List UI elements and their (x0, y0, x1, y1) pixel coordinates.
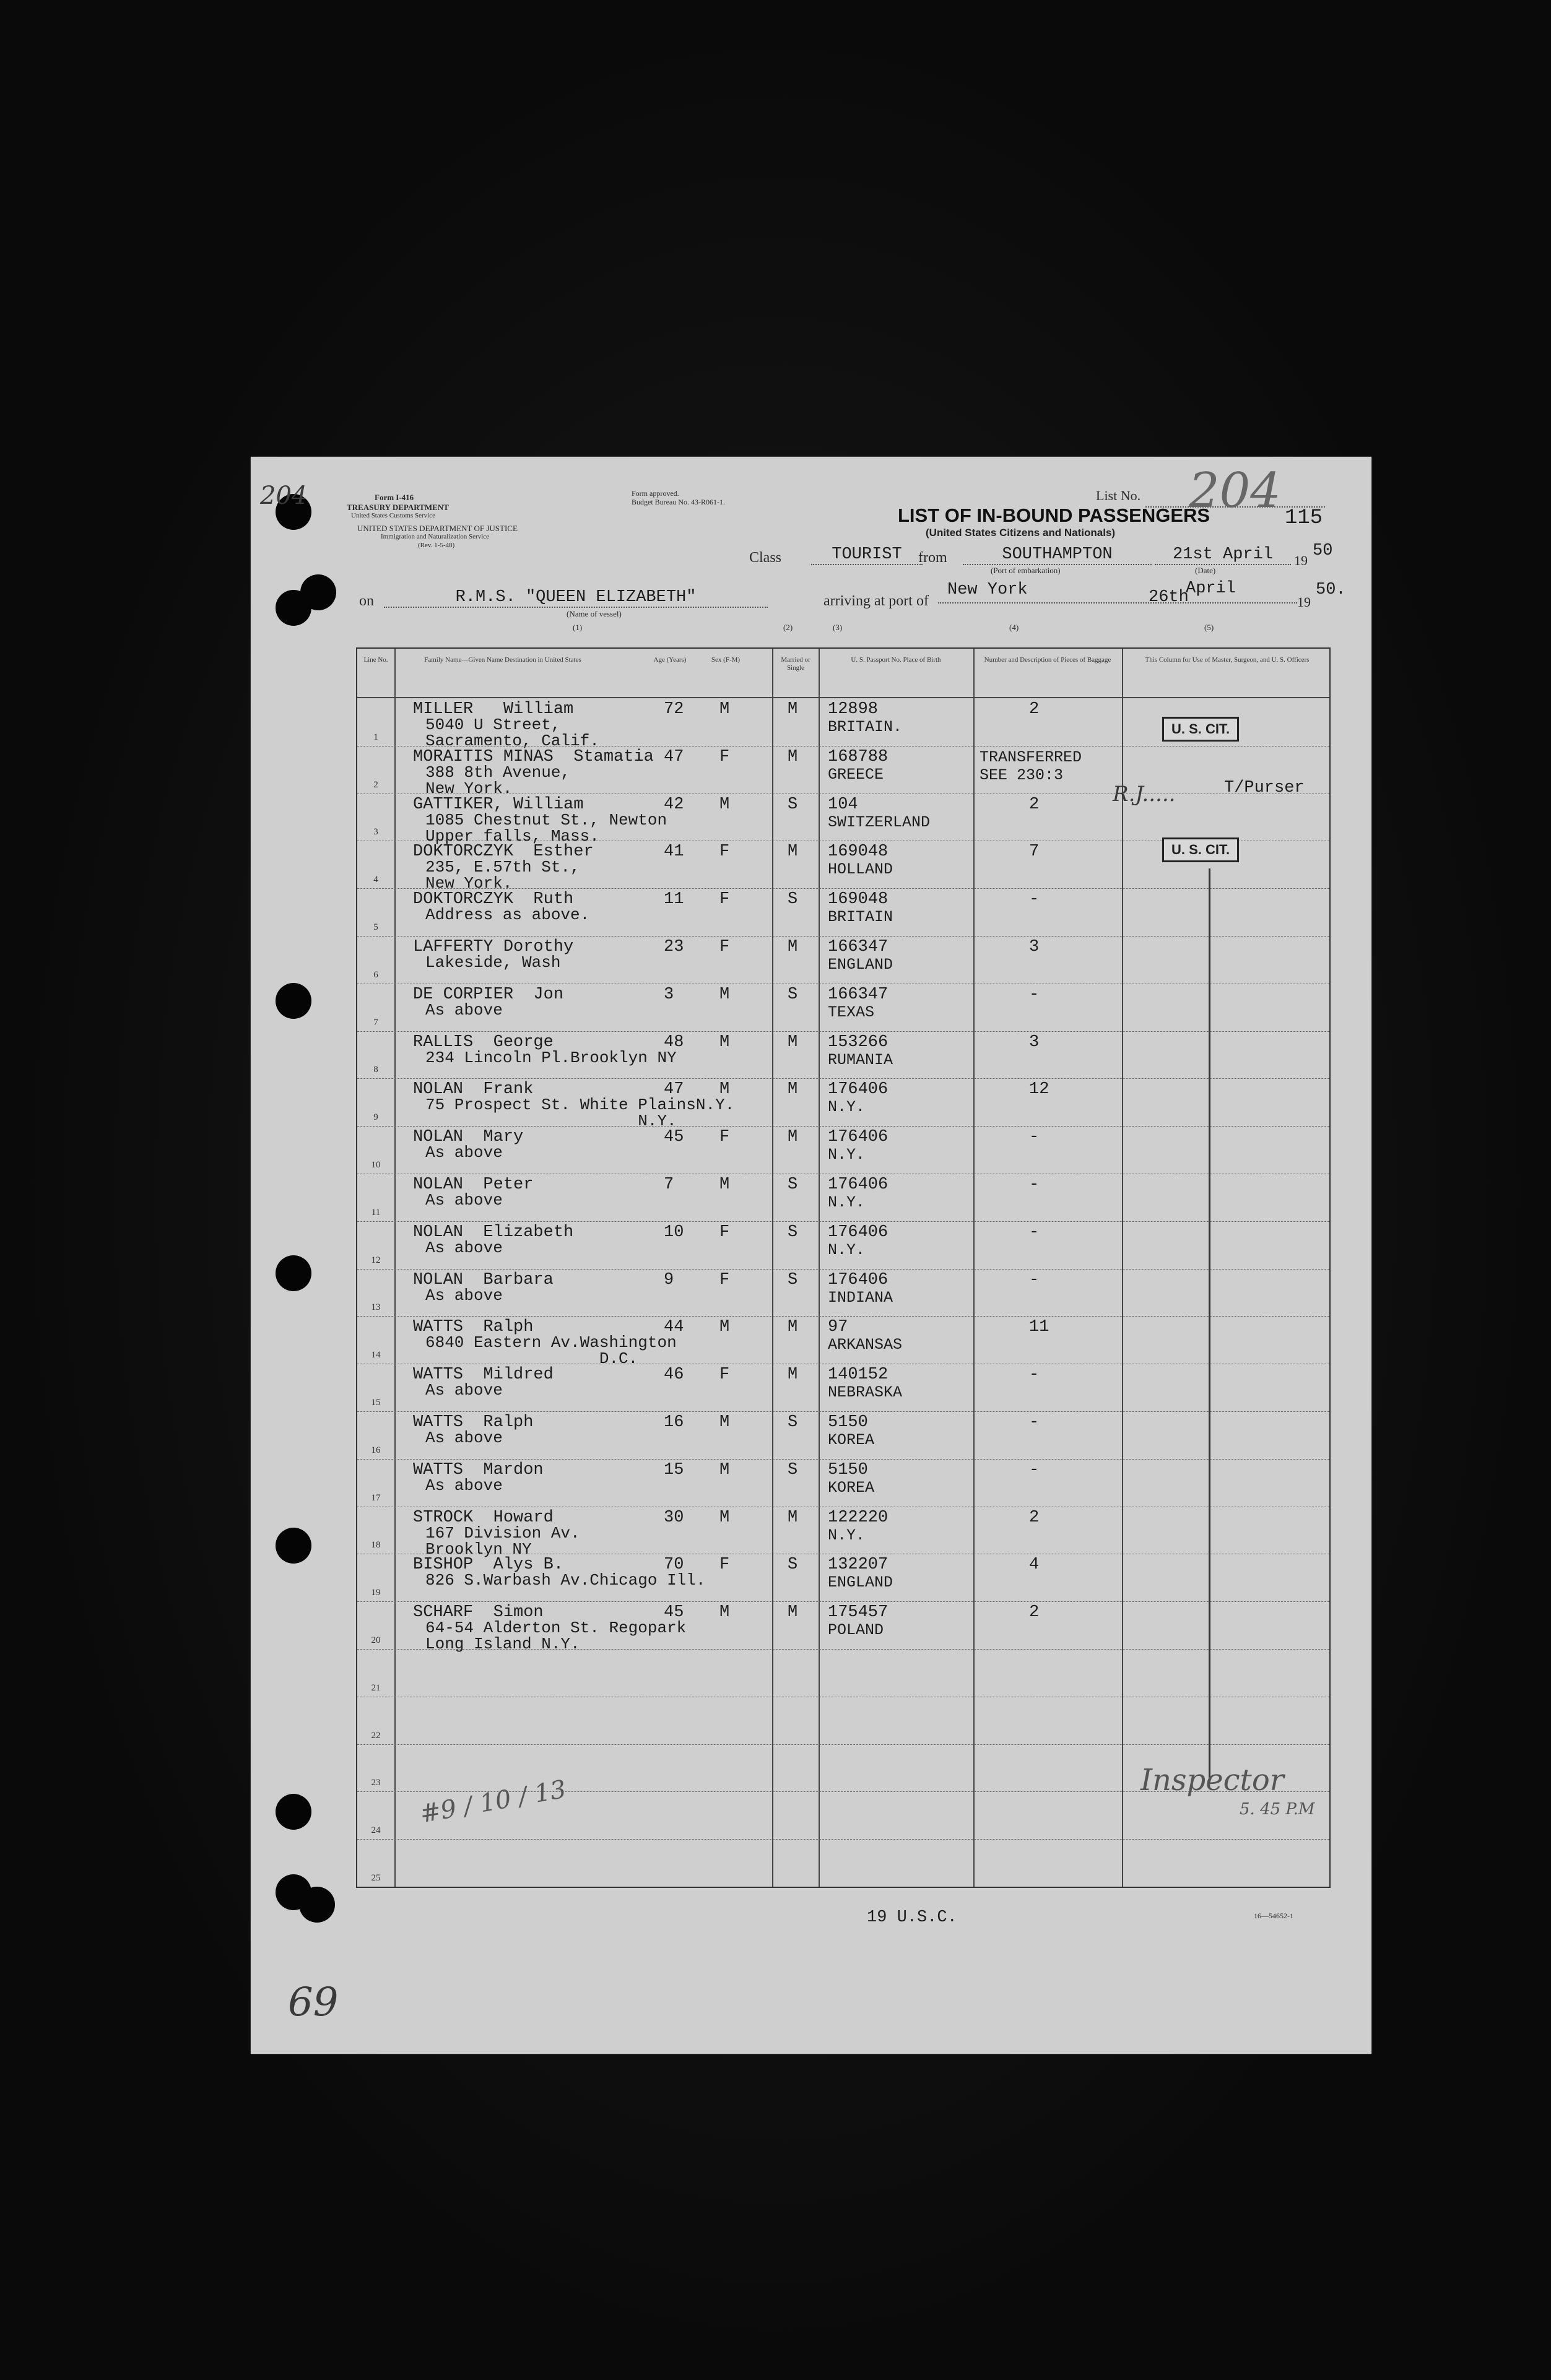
vessel-name: R.M.S. "QUEEN ELIZABETH" (384, 588, 768, 608)
row-line-number: 24 (371, 1825, 381, 1836)
row-line-number: 9 (373, 1112, 378, 1123)
row-divider (357, 1031, 1329, 1032)
officers-bracket-line (1209, 868, 1210, 1778)
passenger-age: 47 (664, 1080, 684, 1099)
row-line-number: 17 (371, 1492, 381, 1503)
binder-hole (276, 1255, 311, 1291)
passenger-name: MORAITIS MINAS Stamatia (413, 747, 654, 766)
passenger-marital: S (788, 890, 798, 909)
place-of-birth: TEXAS (828, 1003, 875, 1021)
passenger-name: WATTS Mardon (413, 1460, 544, 1479)
passport-number: 104 (828, 795, 858, 814)
passenger-sex: M (719, 1460, 730, 1479)
passenger-age: 7 (664, 1175, 674, 1194)
passenger-marital: S (788, 985, 798, 1004)
passport-number: 176406 (828, 1128, 888, 1147)
time-note: 5. 45 P.M (1240, 1800, 1315, 1819)
col-header-married: Married or Single (781, 656, 810, 672)
row-divider (357, 1839, 1329, 1840)
baggage-count: 11 (1029, 1318, 1049, 1337)
passenger-name: STROCK Howard (413, 1508, 554, 1527)
col-header-passport: U. S. Passport No. Place of Birth (851, 656, 941, 664)
col-num-2: (2) (783, 623, 793, 632)
row-divider (357, 1601, 1329, 1603)
passenger-age: 45 (664, 1128, 684, 1147)
passenger-address: As above (425, 1476, 503, 1495)
col-num-1: (1) (573, 623, 583, 632)
passenger-age: 10 (664, 1222, 684, 1242)
class-label: Class (749, 550, 782, 566)
place-of-birth: RUMANIA (828, 1050, 893, 1069)
row-line-number: 6 (373, 969, 378, 980)
row-divider (357, 1554, 1329, 1555)
baggage-count: 7 (1029, 842, 1040, 862)
passenger-sex: M (719, 985, 730, 1004)
passport-number: 97 (828, 1318, 848, 1337)
row-line-number: 20 (371, 1635, 381, 1645)
arrival-line (938, 602, 1297, 604)
passenger-address: As above (425, 1238, 503, 1257)
passenger-address: As above (425, 1191, 503, 1209)
passenger-age: 42 (664, 795, 684, 814)
list-no-handwritten: 204 (1189, 463, 1281, 519)
passenger-sex: F (719, 747, 730, 766)
passenger-address: 75 Prospect St. White PlainsN.Y. N.Y. (425, 1096, 735, 1131)
col-header-name: Family Name—Given Name Destination in United States (424, 656, 581, 664)
passenger-address: 826 S.Warbash Av.Chicago Ill. (425, 1571, 706, 1590)
on-label: on (359, 593, 374, 609)
passenger-sex: F (719, 1556, 730, 1575)
passenger-name: MILLER William (413, 700, 574, 719)
arrival-day: 26th (1149, 588, 1189, 607)
row-divider (357, 1316, 1329, 1317)
baggage-count: 4 (1029, 1556, 1040, 1575)
passenger-address: 6840 Eastern Av.Washington D.C. (425, 1333, 677, 1369)
vessel-caption: (Name of vessel) (567, 609, 622, 618)
place-of-birth: BRITAIN. (828, 718, 903, 736)
row-divider (357, 1744, 1329, 1746)
passenger-marital: M (788, 1365, 798, 1385)
passenger-address: As above (425, 1000, 503, 1019)
passport-number: 132207 (828, 1556, 888, 1575)
approval-line2: Budget Bureau No. 43-R061-1. (632, 498, 725, 506)
manifest-title: LIST OF IN-BOUND PASSENGERS (898, 504, 1210, 526)
port-embarkation: SOUTHAMPTON (963, 545, 1152, 565)
passport-number: 140152 (828, 1365, 888, 1385)
baggage-count: 3 (1029, 1032, 1040, 1052)
arrival-port: New York (947, 581, 1028, 599)
list-no-label: List No. (1096, 488, 1141, 503)
col-num-5: (5) (1204, 623, 1214, 632)
passenger-sex: F (719, 842, 730, 862)
baggage-count: - (1029, 890, 1040, 909)
row-divider (357, 1459, 1329, 1460)
baggage-count: - (1029, 1460, 1040, 1479)
col-header-age: Age (Years) (653, 656, 687, 664)
passenger-address: As above (425, 1286, 503, 1305)
binder-hole (276, 983, 311, 1019)
footer-code: 19 U.S.C. (867, 1908, 957, 1927)
passenger-marital: S (788, 795, 798, 814)
port-embarkation-caption: (Port of embarkation) (991, 566, 1061, 575)
passenger-name: GATTIKER, William (413, 795, 584, 814)
passport-number: 122220 (828, 1508, 888, 1527)
handwritten-initials: #9 / 10 / 13 (417, 1775, 568, 1829)
dept-line1: TREASURY DEPARTMENT (347, 503, 449, 512)
row-divider (357, 936, 1329, 937)
row-line-number: 4 (373, 875, 378, 885)
passenger-name: NOLAN Barbara (413, 1270, 554, 1289)
passenger-name: DOKTORCZYK Esther (413, 842, 594, 862)
row-divider (357, 1649, 1329, 1650)
passport-number: 176406 (828, 1222, 888, 1242)
row-divider (357, 1364, 1329, 1365)
row-line-number: 14 (371, 1350, 381, 1361)
passport-number: 153266 (828, 1032, 888, 1052)
passenger-age: 72 (664, 700, 684, 719)
row-divider (357, 1221, 1329, 1222)
baggage-count: - (1029, 985, 1040, 1004)
passport-number: 166347 (828, 985, 888, 1004)
inspector-signature: Inspector (1140, 1763, 1284, 1798)
baggage-count: - (1029, 1270, 1040, 1289)
passenger-sex: M (719, 795, 730, 814)
passenger-age: 16 (664, 1413, 684, 1432)
passenger-marital: M (788, 1080, 798, 1099)
passport-number: 175457 (828, 1603, 888, 1622)
baggage-count: - (1029, 1365, 1040, 1385)
passport-number: 166347 (828, 938, 888, 956)
col-header-baggage: Number and Description of Pieces of Baggage (984, 656, 1111, 664)
passenger-name: WATTS Ralph (413, 1413, 534, 1432)
justice-line1: UNITED STATES DEPARTMENT OF JUSTICE (357, 524, 518, 533)
passenger-address: 5040 U Street, Sacramento, Calif. (425, 716, 599, 750)
place-of-birth: ENGLAND (828, 1573, 893, 1592)
approval-line1: Form approved. (632, 489, 679, 498)
margin-note-top: 204 (260, 482, 308, 510)
passenger-address: As above (425, 1381, 503, 1400)
passenger-sex: M (719, 1175, 730, 1194)
row-line-number: 7 (373, 1017, 378, 1028)
purser-signature: R.J..... (1113, 782, 1176, 807)
us-citizen-stamp-2: U. S. CIT. (1162, 837, 1239, 862)
form-number: Form I-416 (375, 493, 414, 502)
purser-title: T/Purser (1224, 779, 1305, 797)
place-of-birth: ENGLAND (828, 956, 893, 974)
row-line-number: 13 (371, 1302, 381, 1313)
baggage-count: 2 (1029, 700, 1040, 719)
passenger-sex: F (719, 1222, 730, 1242)
passenger-age: 70 (664, 1556, 684, 1575)
sailing-year-prefix: 19 (1294, 553, 1308, 568)
passenger-marital: M (788, 1318, 798, 1337)
place-of-birth: BRITAIN (828, 908, 893, 927)
binder-hole (299, 1887, 335, 1923)
passenger-address: 234 Lincoln Pl.Brooklyn NY (425, 1048, 677, 1067)
class-value: TOURIST (811, 545, 923, 565)
passenger-name: RALLIS George (413, 1032, 554, 1052)
passport-number: 176406 (828, 1080, 888, 1099)
passenger-sex: F (719, 1365, 730, 1385)
passenger-marital: S (788, 1460, 798, 1479)
sailing-year: 50 (1313, 542, 1333, 560)
row-divider (357, 794, 1329, 795)
passenger-sex: M (719, 700, 730, 719)
col-num-3: (3) (833, 623, 843, 632)
arrival-year: 50. (1316, 581, 1346, 599)
row-line-number: 8 (373, 1065, 378, 1075)
row-divider (357, 1507, 1329, 1508)
passenger-name: NOLAN Peter (413, 1175, 534, 1194)
row-line-number: 21 (371, 1682, 381, 1693)
passenger-age: 15 (664, 1460, 684, 1479)
from-label: from (918, 550, 947, 566)
passenger-sex: F (719, 938, 730, 956)
passenger-address: Lakeside, Wash (425, 953, 561, 972)
passport-number: 176406 (828, 1270, 888, 1289)
row-divider (357, 1269, 1329, 1270)
row-line-number: 18 (371, 1540, 381, 1551)
passenger-age: 44 (664, 1318, 684, 1337)
passenger-marital: M (788, 938, 798, 956)
passenger-address: 1085 Chestnut St., Newton Upper falls, Mass. (425, 810, 667, 846)
passenger-name: WATTS Ralph (413, 1318, 534, 1337)
passenger-name: DE CORPIER Jon (413, 985, 564, 1004)
passenger-age: 23 (664, 938, 684, 956)
row-divider (357, 888, 1329, 889)
place-of-birth: NEBRASKA (828, 1383, 903, 1402)
passenger-sex: M (719, 1508, 730, 1527)
passenger-name: NOLAN Frank (413, 1080, 534, 1099)
row-divider (357, 1174, 1329, 1175)
baggage-count: - (1029, 1175, 1040, 1194)
passenger-sex: M (719, 1318, 730, 1337)
place-of-birth: SWITZERLAND (828, 813, 931, 831)
row-divider (357, 1697, 1329, 1698)
passenger-marital: M (788, 1032, 798, 1052)
passport-number: 168788 (828, 747, 888, 766)
row-line-number: 3 (373, 827, 378, 837)
row-line-number: 5 (373, 922, 378, 932)
baggage-count: 3 (1029, 938, 1040, 956)
passenger-marital: M (788, 700, 798, 719)
passenger-marital: M (788, 1128, 798, 1147)
us-citizen-stamp: U. S. CIT. (1162, 717, 1239, 742)
passenger-age: 48 (664, 1032, 684, 1052)
passenger-marital: M (788, 842, 798, 862)
place-of-birth: N.Y. (828, 1098, 866, 1117)
row-line-number: 11 (371, 1207, 381, 1218)
baggage-count: - (1029, 1222, 1040, 1242)
passport-number: 5150 (828, 1460, 868, 1479)
passenger-name: BISHOP Alys B. (413, 1556, 564, 1575)
passport-number: 169048 (828, 842, 888, 862)
margin-note-bottom: 69 (288, 1980, 339, 2025)
manifest-table (356, 647, 1331, 1888)
passenger-age: 47 (664, 747, 684, 766)
passenger-marital: M (788, 1508, 798, 1527)
passenger-age: 3 (664, 985, 674, 1004)
passport-number: 169048 (828, 890, 888, 909)
passenger-manifest-sheet (251, 457, 1371, 2054)
arrival-year-prefix: 19 (1297, 594, 1311, 610)
passenger-address: 64-54 Alderton St. Regopark Long Island N.Y. (425, 1619, 687, 1654)
place-of-birth: POLAND (828, 1621, 884, 1640)
place-of-birth: N.Y. (828, 1240, 866, 1259)
place-of-birth: KOREA (828, 1478, 875, 1497)
passenger-address: Address as above. (425, 906, 590, 925)
passport-number: 176406 (828, 1175, 888, 1194)
sailing-date: 21st April (1155, 545, 1291, 565)
passenger-address: As above (425, 1143, 503, 1162)
place-of-birth: N.Y. (828, 1146, 866, 1164)
baggage-count: - (1029, 1413, 1040, 1432)
row-divider (357, 1078, 1329, 1080)
passenger-address: 167 Division Av. Brooklyn NY (425, 1523, 580, 1559)
row-divider (357, 746, 1329, 747)
place-of-birth: GREECE (828, 765, 884, 784)
passenger-marital: M (788, 747, 798, 766)
col-header-sex: Sex (F-M) (711, 656, 741, 664)
passenger-marital: S (788, 1175, 798, 1194)
baggage-count: 2 (1029, 1603, 1040, 1622)
baggage-count: - (1029, 1128, 1040, 1147)
row-divider (357, 1126, 1329, 1127)
passenger-address: As above (425, 1429, 503, 1447)
row-divider (357, 1411, 1329, 1413)
place-of-birth: N.Y. (828, 1193, 866, 1211)
passenger-marital: S (788, 1222, 798, 1242)
list-no-sub: 115 (1285, 506, 1323, 530)
baggage-count: 12 (1029, 1080, 1049, 1099)
justice-line3: (Rev. 1-5-48) (418, 542, 455, 549)
row-line-number: 2 (373, 779, 378, 790)
passenger-sex: M (719, 1032, 730, 1052)
passenger-name: NOLAN Elizabeth (413, 1222, 574, 1242)
col-header-officers: This Column for Use of Master, Surgeon, and U. S. Officers (1145, 656, 1310, 664)
row-line-number: 15 (371, 1398, 381, 1408)
row-line-number: 19 (371, 1588, 381, 1598)
passenger-marital: S (788, 1556, 798, 1575)
footer-print-no: 16—54652-1 (1254, 1911, 1293, 1920)
place-of-birth: ARKANSAS (828, 1336, 903, 1354)
place-of-birth: N.Y. (828, 1526, 866, 1544)
binder-hole (276, 1528, 311, 1564)
row-line-number: 25 (371, 1873, 381, 1883)
passenger-name: LAFFERTY Dorothy (413, 938, 574, 956)
binder-hole (276, 1794, 311, 1830)
row-line-number: 23 (371, 1778, 381, 1788)
row-divider (357, 984, 1329, 985)
place-of-birth: HOLLAND (828, 860, 893, 879)
passenger-age: 45 (664, 1603, 684, 1622)
col-header-line-no: Line No. (363, 656, 388, 664)
passenger-sex: M (719, 1413, 730, 1432)
row-line-number: 12 (371, 1255, 381, 1265)
baggage-count: TRANSFERRED SEE 230:3 (980, 748, 1082, 784)
sailing-date-caption: (Date) (1195, 566, 1216, 575)
passenger-name: DOKTORCZYK Ruth (413, 890, 574, 909)
passport-number: 12898 (828, 700, 879, 719)
passenger-age: 30 (664, 1508, 684, 1527)
passenger-sex: M (719, 1080, 730, 1099)
passenger-sex: F (719, 1270, 730, 1289)
passenger-address: 235, E.57th St., New York. (425, 858, 580, 893)
baggage-count: 2 (1029, 795, 1040, 814)
baggage-count: 2 (1029, 1508, 1040, 1527)
manifest-subtitle: (United States Citizens and Nationals) (926, 527, 1116, 539)
passenger-sex: F (719, 890, 730, 909)
arrival-month: April (1186, 579, 1236, 598)
passenger-marital: S (788, 1270, 798, 1289)
col-num-4: (4) (1009, 623, 1019, 632)
passenger-marital: M (788, 1603, 798, 1622)
row-line-number: 16 (371, 1445, 381, 1455)
passenger-name: SCHARF Simon (413, 1603, 544, 1622)
place-of-birth: KOREA (828, 1431, 875, 1449)
row-line-number: 1 (373, 732, 378, 742)
passenger-sex: M (719, 1603, 730, 1622)
passenger-address: 388 8th Avenue, New York. (425, 763, 571, 798)
justice-line2: Immigration and Naturalization Service (381, 533, 490, 540)
passenger-name: NOLAN Mary (413, 1128, 524, 1147)
passenger-marital: S (788, 1413, 798, 1432)
passenger-sex: F (719, 1128, 730, 1147)
row-line-number: 22 (371, 1730, 381, 1741)
place-of-birth: INDIANA (828, 1288, 893, 1307)
passenger-age: 41 (664, 842, 684, 862)
passport-number: 5150 (828, 1413, 868, 1432)
row-line-number: 10 (371, 1160, 381, 1170)
passenger-age: 9 (664, 1270, 674, 1289)
passenger-age: 46 (664, 1365, 684, 1385)
dept-line2: United States Customs Service (351, 512, 435, 519)
passenger-name: WATTS Mildred (413, 1365, 554, 1385)
binder-hole (300, 574, 336, 610)
arriving-label: arriving at port of (823, 593, 929, 609)
passenger-age: 11 (664, 890, 684, 909)
